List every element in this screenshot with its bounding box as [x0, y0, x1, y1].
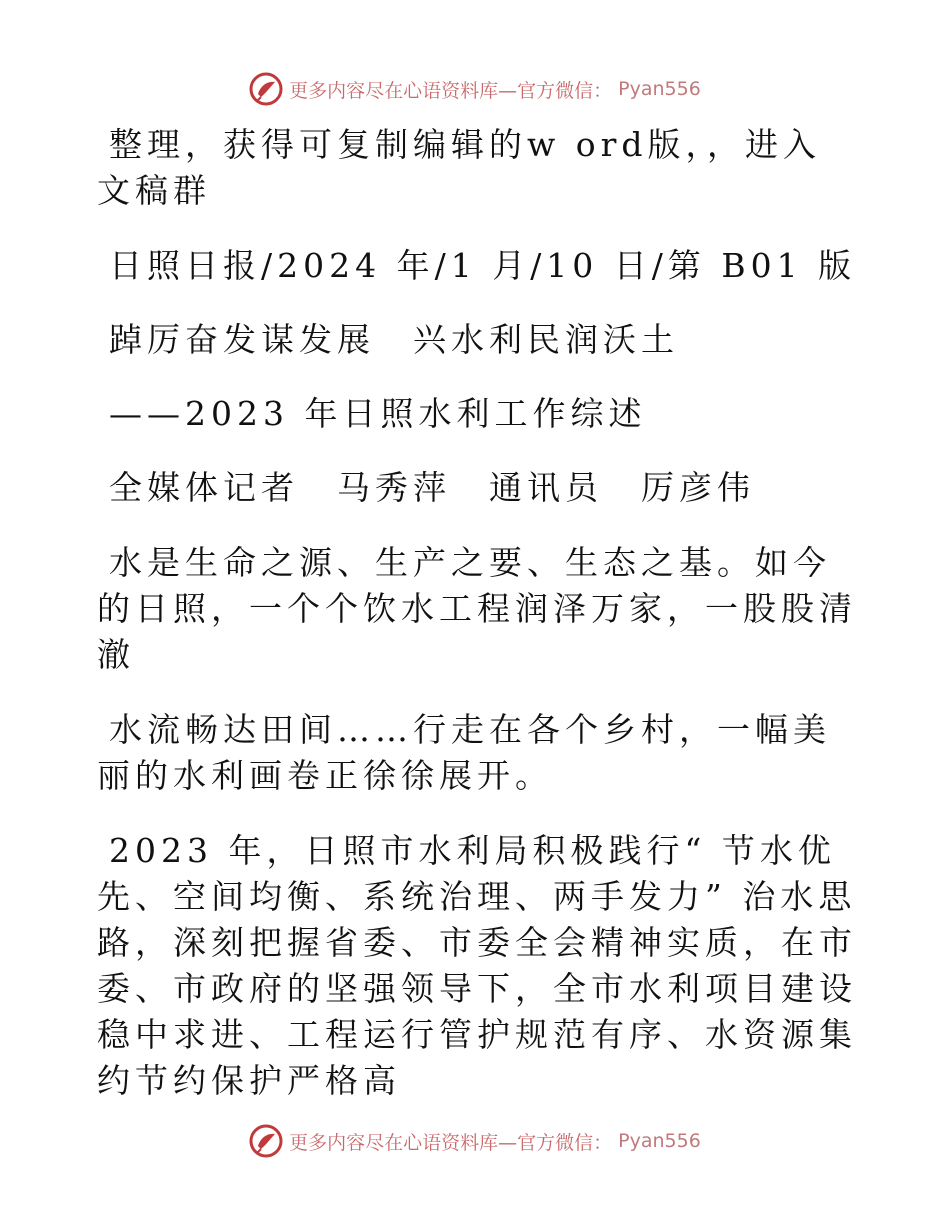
paragraph-source: 日照日报/2024 年/1 月/10 日/第 B01 版: [109, 246, 857, 285]
paragraph-intro: 整理，获得可复制编辑的w ord版，，进入文稿群: [97, 125, 822, 210]
watermark-header: [0, 72, 950, 106]
article-byline: 全媒体记者 马秀萍 通讯员 厉彦伟: [109, 468, 755, 507]
paragraph-body-2: 水流畅达田间……行走在各个乡村，一幅美丽的水利画卷正徐徐展开。: [97, 710, 831, 795]
watermark-wechat-id: Pyan556: [618, 1130, 701, 1152]
article-subtitle: ——2023 年日照水利工作综述: [109, 394, 647, 433]
paragraph-body-1: 水是生命之源、生产之要、生态之基。如今的日照，一个个饮水工程润泽万家，一股股清澈: [97, 543, 857, 674]
library-logo-icon: [249, 1124, 283, 1158]
watermark-wechat-id: Pyan556: [618, 78, 701, 100]
watermark-text: 更多内容尽在心语资料库—官方微信：: [289, 1131, 613, 1154]
library-logo-icon: [249, 72, 283, 106]
document-body: [97, 122, 857, 1133]
watermark-text: 更多内容尽在心语资料库—官方微信：: [289, 79, 613, 102]
article-title: 踔厉奋发谋发展 兴水利民润沃土: [109, 320, 679, 359]
paragraph-body-3: 2023 年，日照市水利局积极践行“ 节水优先、空间均衡、系统治理、两手发力” 治水思路，深刻把握省委、市委全会精神实质，在市委、市政府的坚强领导下，全市水利项目建设稳中求进、工程运行管护规范有序、水资源集约节约保护严格高: [97, 831, 857, 1100]
watermark-footer: [0, 1124, 950, 1158]
